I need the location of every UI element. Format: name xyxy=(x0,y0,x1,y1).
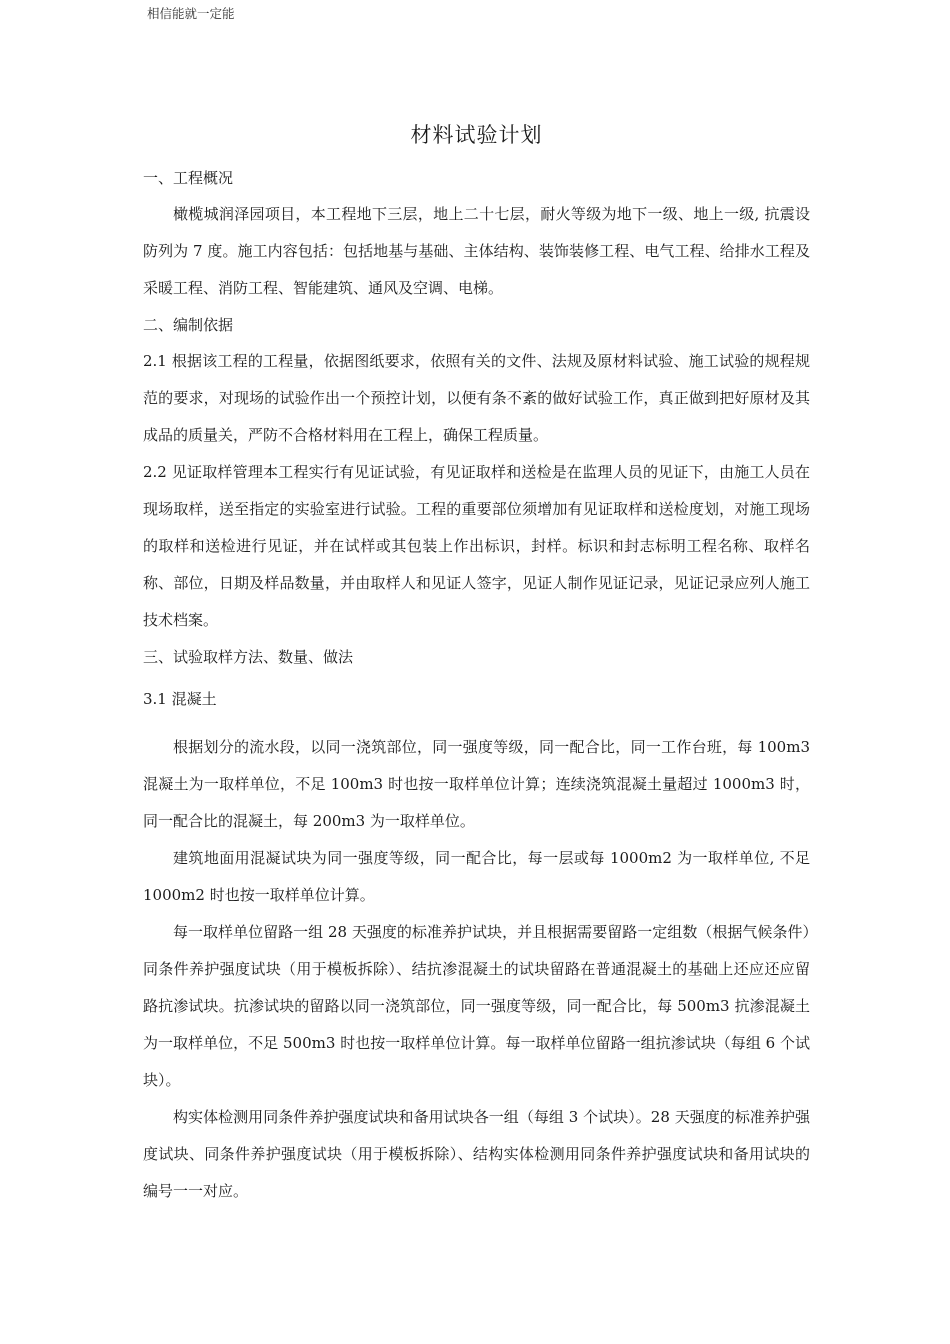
document-body xyxy=(143,118,810,1210)
section-heading-basis: 二、编制依据 xyxy=(143,316,234,334)
concrete-paragraph-2: 建筑地面用混凝试块为同一强度等级，同一配合比，每一层或每 1000m2 为一取样单位, 不足 1000m2 时也按一取样单位计算。 xyxy=(143,849,810,904)
section-heading-overview: 一、工程概况 xyxy=(143,169,234,187)
header-note: 相信能就一定能 xyxy=(147,6,235,21)
concrete-paragraph-1: 根据划分的流水段，以同一浇筑部位，同一强度等级，同一配合比，同一工作台班，每 100m3 混凝土为一取样单位，不足 100m3 时也按一取样单位计算；连续浇筑混凝土量超过 1000m3 时，同一配合比的混凝土，每 200m3 为一取样单位。 xyxy=(143,738,810,830)
subsection-heading-concrete: 3.1 混凝土 xyxy=(143,690,217,708)
concrete-paragraph-4: 构实体检测用同条件养护强度试块和备用试块各一组（每组 3 个试块）。28 天强度的标准养护强度试块、同条件养护强度试块（用于模板拆除）、结构实体检测用同条件养护强度试块和备用试块的编号一一对应。 xyxy=(143,1108,810,1200)
document-title: 材料试验计划 xyxy=(410,123,543,147)
basis-paragraph-2-2: 2.2 见证取样管理本工程实行有见证试验，有见证取样和送检是在监理人员的见证下，由施工人员在现场取样，送至指定的实验室进行试验。工程的重要部位须增加有见证取样和送检度划，对施工现场的取样和送检进行见证，并在试样或其包装上作出标识，封样。标识和封志标明工程名称、取样名称、部位，日期及样品数量，并由取样人和见证人签字，见证人制作见证记录，见证记录应列人施工技术档案。 xyxy=(143,463,810,629)
overview-paragraph: 橄榄城润泽园项目，本工程地下三层，地上二十七层，耐火等级为地下一级、地上一级, 抗震设防列为 7 度。施工内容包括：包括地基与基础、主体结构、装饰装修工程、电气工程、给排水工程及采暖工程、消防工程、智能建筑、通风及空调、电梯。 xyxy=(143,205,810,297)
concrete-paragraph-3: 每一取样单位留路一组 28 天强度的标准养护试块，并且根据需要留路一定组数（根据气候条件）同条件养护强度试块（用于模板拆除）、结抗渗混凝土的试块留路在普通混凝土的基础上还应还应留路抗渗试块。抗渗试块的留路以同一浇筑部位，同一强度等级，同一配合比，每 500m3 抗渗混凝土为一取样单位，不足 500m3 时也按一取样单位计算。每一取样单位留路一组抗渗试块（每组 6 个试块）。 xyxy=(143,923,810,1089)
section-heading-sampling: 三、试验取样方法、数量、做法 xyxy=(143,648,354,666)
basis-paragraph-2-1: 2.1 根据该工程的工程量，依据图纸要求，依照有关的文件、法规及原材料试验、施工试验的规程规范的要求，对现场的试验作出一个预控计划，以便有条不紊的做好试验工作，真正做到把好原材及其成品的质量关，严防不合格材料用在工程上，确保工程质量。 xyxy=(143,352,810,444)
